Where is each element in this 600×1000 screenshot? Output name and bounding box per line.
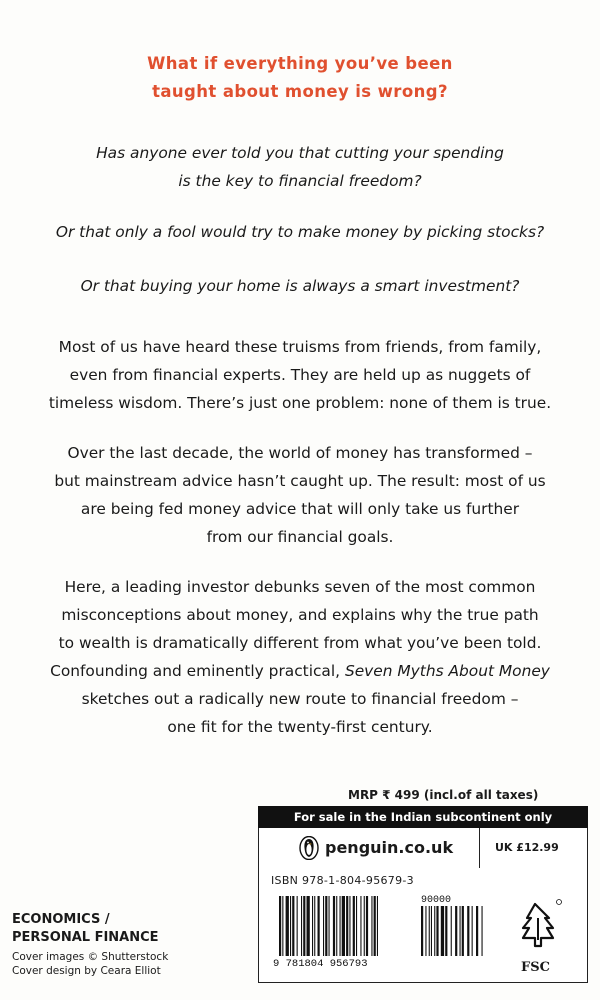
paragraph-3-line-3: to wealth is dramatically different from what you’ve been told. bbox=[58, 634, 542, 652]
question-1 bbox=[0, 139, 600, 195]
barcode-addon-digits: 90000 bbox=[421, 895, 452, 906]
credits bbox=[12, 950, 168, 978]
question-1-line-2: is the key to financial freedom? bbox=[178, 172, 422, 190]
credit-images: Cover images © Shutterstock bbox=[12, 951, 169, 963]
fsc-label: FSC bbox=[521, 960, 550, 975]
paragraph-2-line-2: but mainstream advice hasn’t caught up. The result: most of us bbox=[54, 472, 546, 490]
paragraph-2 bbox=[0, 439, 600, 551]
book-title: Seven Myths About Money bbox=[344, 662, 550, 680]
paragraph-2-line-4: from our financial goals. bbox=[206, 528, 394, 546]
fsc-tree-logo-icon bbox=[509, 896, 569, 966]
category-line-1: ECONOMICS / bbox=[12, 912, 110, 927]
tagline-line-1: What if everything you’ve been bbox=[147, 54, 453, 73]
paragraph-2-line-1: Over the last decade, the world of money has transformed – bbox=[67, 444, 533, 462]
paragraph-2-line-3: are being fed money advice that will only take us further bbox=[80, 500, 520, 518]
credit-design: Cover design by Ceara Elliot bbox=[12, 965, 161, 977]
category bbox=[12, 911, 159, 947]
paragraph-1 bbox=[0, 333, 600, 417]
publisher-website: penguin.co.uk bbox=[325, 838, 454, 857]
paragraph-3-line-6: one fit for the twenty-first century. bbox=[167, 718, 433, 736]
mrp-price: MRP ₹ 499 (incl.of all taxes) bbox=[348, 788, 539, 802]
question-3 bbox=[0, 272, 600, 300]
question-1-line-1: Has anyone ever told you that cutting your spending bbox=[96, 144, 504, 162]
category-line-2: PERSONAL FINANCE bbox=[12, 930, 159, 945]
tagline-line-2: taught about money is wrong? bbox=[152, 82, 448, 101]
question-2 bbox=[0, 218, 600, 246]
publisher-row bbox=[258, 828, 588, 869]
paragraph-3-line-1: Here, a leading investor debunks seven of the most common bbox=[64, 578, 536, 596]
paragraph-3 bbox=[0, 573, 600, 741]
paragraph-3-line-2: misconceptions about money, and explains why the true path bbox=[61, 606, 539, 624]
row-divider bbox=[479, 828, 480, 868]
tagline bbox=[0, 50, 600, 106]
paragraph-1-line-2: even from financial experts. They are held up as nuggets of bbox=[69, 366, 531, 384]
penguin-logo-icon bbox=[299, 836, 319, 860]
question-2-line-1: Or that only a fool would try to make money by picking stocks? bbox=[55, 223, 545, 241]
question-3-line-1: Or that buying your home is always a smart investment? bbox=[80, 277, 520, 295]
paragraph-1-line-1: Most of us have heard these truisms from friends, from family, bbox=[58, 338, 542, 356]
paragraph-3-line-5: sketches out a radically new route to financial freedom – bbox=[81, 690, 519, 708]
sale-region-bar: For sale in the Indian subcontinent only bbox=[258, 806, 588, 828]
isbn-box bbox=[258, 868, 588, 983]
barcode-digits: 9 781804 956793 bbox=[273, 958, 368, 968]
barcode-icon bbox=[271, 892, 501, 968]
isbn-number: ISBN 978-1-804-95679-3 bbox=[271, 874, 414, 887]
paragraph-1-line-3: timeless wisdom. There’s just one problem: none of them is true. bbox=[48, 394, 552, 412]
paragraph-3-line-4 bbox=[0, 657, 600, 685]
paragraph-3-line-4-text: Confounding and eminently practical, bbox=[50, 662, 345, 680]
uk-price: UK £12.99 bbox=[495, 841, 559, 854]
